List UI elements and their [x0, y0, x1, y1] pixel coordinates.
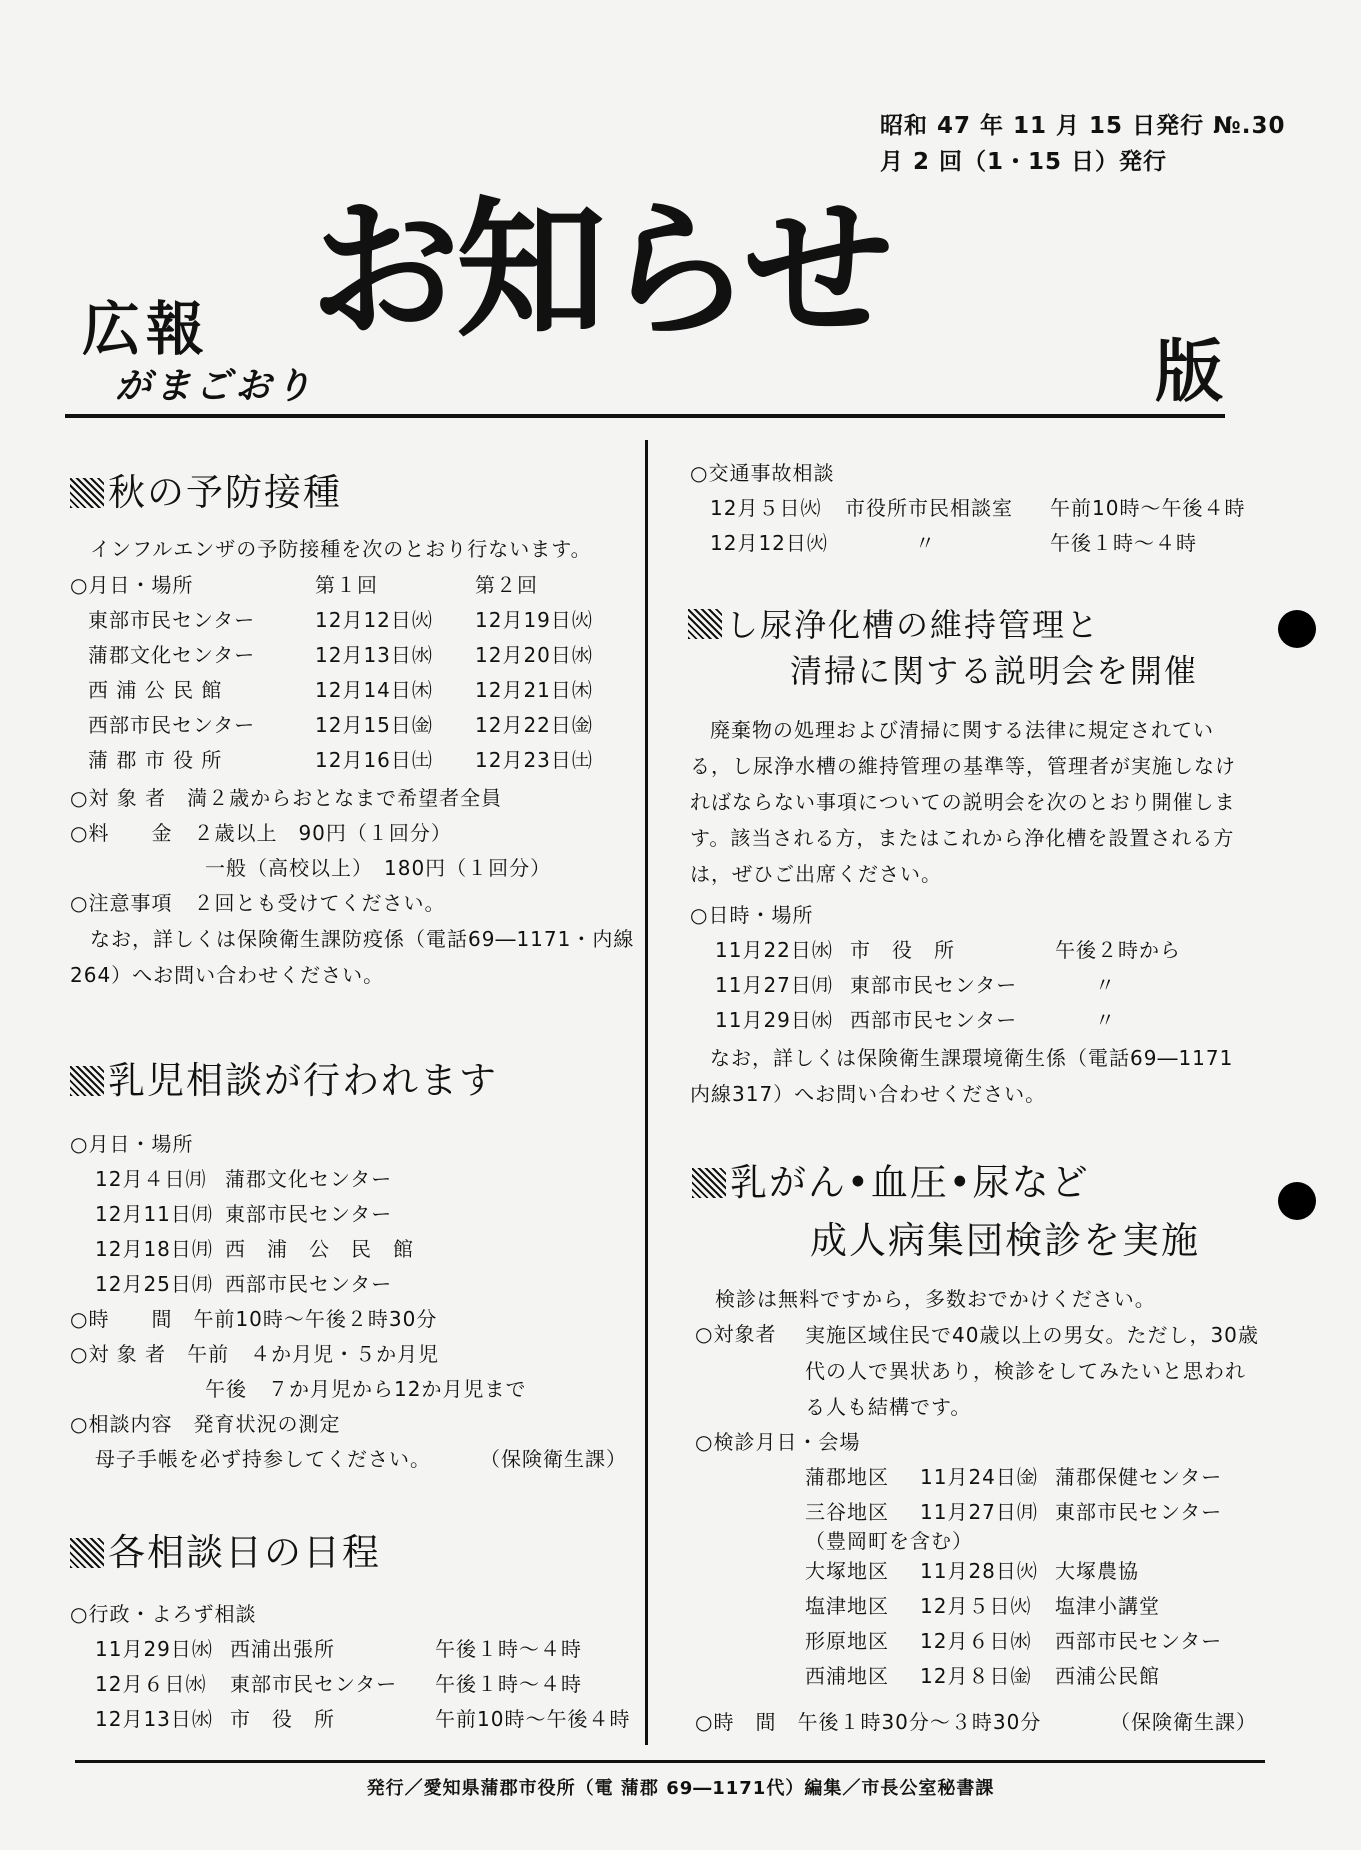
table-row: 形原地区 12月６日㈬ 西部市民センター — [805, 1629, 1223, 1653]
checkup-schedule — [805, 1460, 1223, 1694]
checkup-target: 実施区域住民で40歳以上の男女。ただし，30歳代の人で異状あり，検診をしてみたいと思われる人も結構です。 — [805, 1323, 1259, 1419]
consult-label: ○行政・よろず相談 — [70, 1602, 257, 1626]
septic-body: 廃棄物の処理および清掃に関する法律に規定されている，し尿浄水槽の維持管理の基準等，管理者が実施しなければならない事項についての説明会を次のとおり開催します。該当される方，またはこれから浄化槽を設置される方は，ぜひご出席ください。 — [690, 718, 1236, 886]
list-item: 12月11日㈪ 東部市民センター — [95, 1202, 393, 1226]
infant-target-pm: 午後 ７か月児から12か月児まで — [205, 1377, 527, 1401]
hatch-icon — [70, 478, 104, 508]
footer-publisher: 発行／愛知県蒲郡市役所（電 蒲郡 69―1171代）編集／市長公室秘書課 — [366, 1778, 995, 1799]
table-row: 11月29日㈬ 西浦出張所 午後１時～４時 — [95, 1637, 582, 1661]
checkup-intro: 検診は無料ですから，多数おでかけください。 — [715, 1287, 1156, 1311]
column-divider — [645, 440, 648, 1745]
vaccination-intro: インフルエンザの予防接種を次のとおり行ないます。 — [90, 537, 592, 561]
hatch-icon — [70, 1538, 104, 1568]
list-item: （豊岡町を含む） — [805, 1529, 973, 1553]
infant-note: 母子手帳を必ず持参してください。 — [95, 1447, 431, 1471]
list-item: 12月18日㈪ 西 浦 公 民 館 — [95, 1237, 414, 1261]
section-heading-septic-2: 清掃に関する説明会を開催 — [790, 652, 1199, 690]
hatch-icon — [70, 1066, 104, 1096]
septic-contact: なお，詳しくは保険衛生課環境衛生係（電話69―1171 内線317）へお問い合わせください。 — [690, 1046, 1234, 1106]
masthead-rule — [65, 414, 1225, 418]
gamagori-label: がまごおり — [115, 366, 316, 407]
hatch-icon — [692, 1168, 726, 1198]
section-heading-consultations: 各相談日の日程 — [70, 1522, 381, 1576]
issue-info — [880, 108, 1286, 180]
checkup-dept: （保険衛生課） — [1110, 1710, 1257, 1734]
section-heading-infant: 乳児相談が行われます — [70, 1050, 498, 1104]
section-heading-septic: し尿浄化槽の維持管理と — [688, 600, 1100, 646]
binder-hole — [1278, 610, 1316, 648]
binder-hole — [1278, 1182, 1316, 1220]
section-heading-vaccination: 秋の予防接種 — [70, 462, 342, 516]
traffic-label: ○交通事故相談 — [690, 461, 835, 485]
issue-frequency: 月 2 回（1・15 日）発行 — [880, 149, 1168, 175]
infant-dept: （保険衛生課） — [480, 1447, 627, 1471]
section-heading-checkup-2: 成人病集団検診を実施 — [810, 1219, 1200, 1262]
infant-schedule — [95, 1162, 414, 1302]
consult-schedule — [95, 1632, 631, 1737]
table-row: 三谷地区 11月27日㈪ 東部市民センター — [805, 1500, 1223, 1524]
infant-label: ○月日・場所 — [70, 1132, 194, 1156]
infant-content: ○相談内容 発育状況の測定 — [70, 1412, 341, 1436]
table-row: 11月22日㈬ 市 役 所 午後２時から — [715, 938, 1181, 962]
checkup-time: ○時 間 午後１時30分～３時30分 — [695, 1710, 1042, 1734]
table-row: 西浦地区 12月８日㈮ 西浦公民館 — [805, 1664, 1160, 1688]
table-row: 大塚地区 11月28日㈫ 大塚農協 — [805, 1559, 1139, 1583]
checkup-target-label: ○対象者 — [695, 1322, 777, 1346]
hatch-icon — [688, 609, 722, 639]
issue-date: 昭和 47 年 11 月 15 日発行 №.30 — [880, 113, 1286, 139]
table-row: 塩津地区 12月５日㈫ 塩津小講堂 — [805, 1594, 1160, 1618]
table-row: 11月29日㈬ 西部市民センター 〃 — [715, 1008, 1116, 1032]
infant-time: ○時 間 午前10時～午後２時30分 — [70, 1307, 438, 1331]
kouhou-label: 広報 — [82, 295, 211, 363]
vaccination-fee: ○料 金 ２歳以上 90円（１回分） — [70, 821, 452, 845]
vaccination-target: ○対 象 者 満２歳からおとなまで希望者全員 — [70, 786, 503, 810]
table-row: 11月27日㈪ 東部市民センター 〃 — [715, 973, 1116, 997]
table-row: 12月５日㈫ 市役所市民相談室 午前10時～午後４時 — [710, 496, 1246, 520]
vaccination-note: ○注意事項 ２回とも受けてください。 — [70, 891, 446, 915]
newsletter-title: お知らせ — [310, 182, 890, 358]
traffic-schedule — [710, 491, 1246, 561]
table-row: 蒲郡地区 11月24日㈮ 蒲郡保健センター — [805, 1465, 1223, 1489]
table-row: 12月13日㈬ 市 役 所 午前10時～午後４時 — [95, 1707, 631, 1731]
section-heading-checkup: 乳がん•血圧•尿など — [692, 1152, 1090, 1206]
septic-label: ○日時・場所 — [690, 903, 814, 927]
infant-target: ○対 象 者 午前 ４か月児・５か月児 — [70, 1342, 440, 1366]
list-item: 12月４日㈪ 蒲郡文化センター — [95, 1167, 393, 1191]
checkup-label: ○検診月日・会場 — [695, 1430, 861, 1454]
edition-label: 版 — [1155, 333, 1224, 412]
vaccination-fee-general: 一般（高校以上） 180円（１回分） — [205, 856, 552, 880]
table-row: 12月12日㈫ 〃 午後１時～４時 — [710, 531, 1197, 555]
footer-rule — [75, 1760, 1265, 1763]
vaccination-contact: なお，詳しくは保険衛生課防疫係（電話69―1171・内線 264）へお問い合わせください。 — [70, 927, 635, 987]
list-item: 12月25日㈪ 西部市民センター — [95, 1272, 393, 1296]
septic-schedule — [715, 933, 1181, 1038]
table-row: 12月６日㈬ 東部市民センター 午後１時～４時 — [95, 1672, 582, 1696]
